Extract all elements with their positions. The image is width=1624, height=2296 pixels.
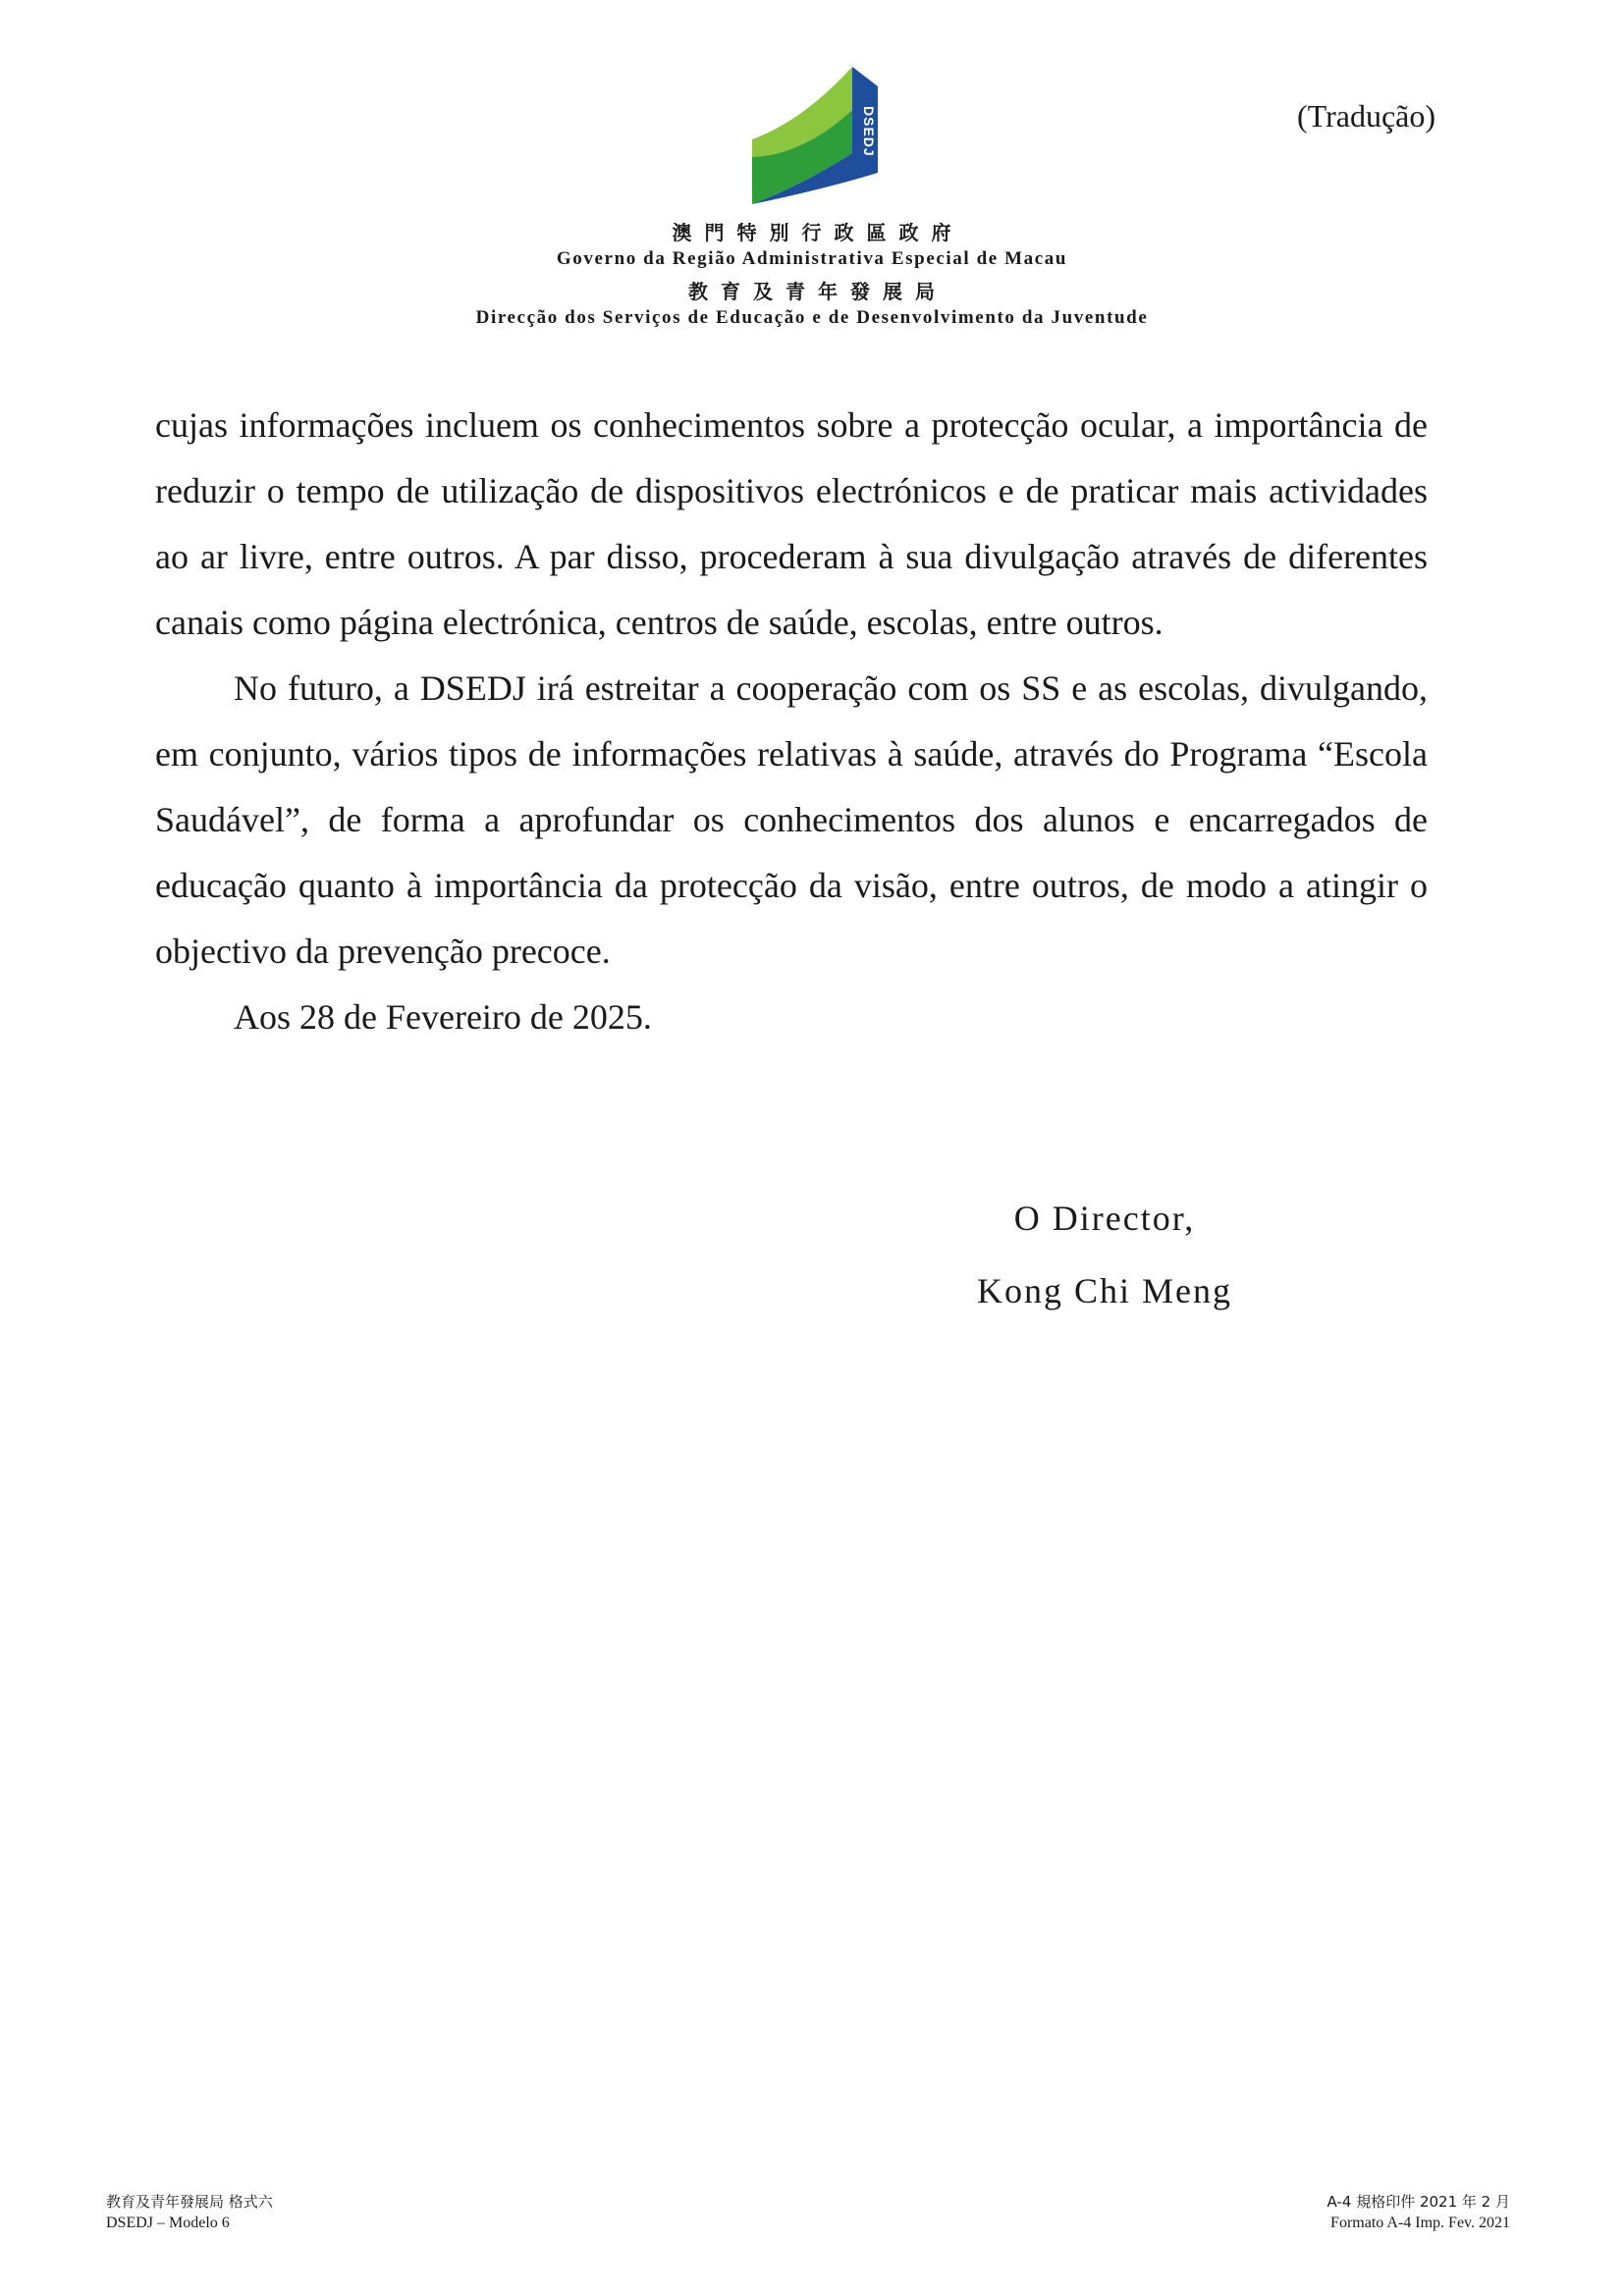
body-paragraph-2: No futuro, a DSEDJ irá estreitar a cooperação com os SS e as escolas, divulgando, em conjunto, vários tipos de informações relativas à saúde, através do Programa “Escola Saudável”, de forma a aprofundar os conhecimentos dos alunos e encarregados de educação quanto à importância da protecção da visão, entre outros, de modo a atingir o objectivo da prevenção precoce. (155, 668, 1428, 971)
footer-left-portuguese: DSEDJ – Modelo 6 (106, 2215, 230, 2231)
footer-left-chinese: 教育及青年發展局 格式六 (106, 2193, 273, 2211)
date-line: Aos 28 de Fevereiro de 2025. (234, 997, 652, 1037)
dsedj-logo (744, 67, 892, 204)
signature-name: Kong Chi Meng (977, 1271, 1232, 1310)
footer-left (106, 2191, 273, 2234)
department-name-portuguese: Direcção dos Serviços de Educação e de Desenvolvimento da Juventude (475, 307, 1149, 328)
signature-title: O Director, (1013, 1199, 1196, 1238)
footer-right (1327, 2191, 1510, 2234)
government-name-chinese: 澳門特別行政區政府 (672, 221, 964, 244)
government-name-portuguese: Governo da Região Administrativa Especial de Macau (556, 248, 1068, 269)
footer-right-portuguese: Formato A-4 Imp. Fev. 2021 (1330, 2215, 1510, 2231)
logo-text: DSEDJ (861, 106, 877, 157)
translation-note: (Tradução) (1297, 98, 1435, 133)
body-paragraph-1: cujas informações incluem os conhecimentos sobre a protecção ocular, a importância de reduzir o tempo de utilização de dispositivos electrónicos e de praticar mais actividades ao ar livre, entre outros. A par disso, procederam à sua divulgação através de diferentes canais como página electrónica, centros de saúde, escolas, entre outros. (155, 405, 1428, 642)
department-name-chinese: 教育及青年發展局 (688, 280, 947, 303)
letter-body (155, 393, 1428, 1050)
footer-right-chinese: A-4 規格印件 2021 年 2 月 (1326, 2193, 1510, 2211)
